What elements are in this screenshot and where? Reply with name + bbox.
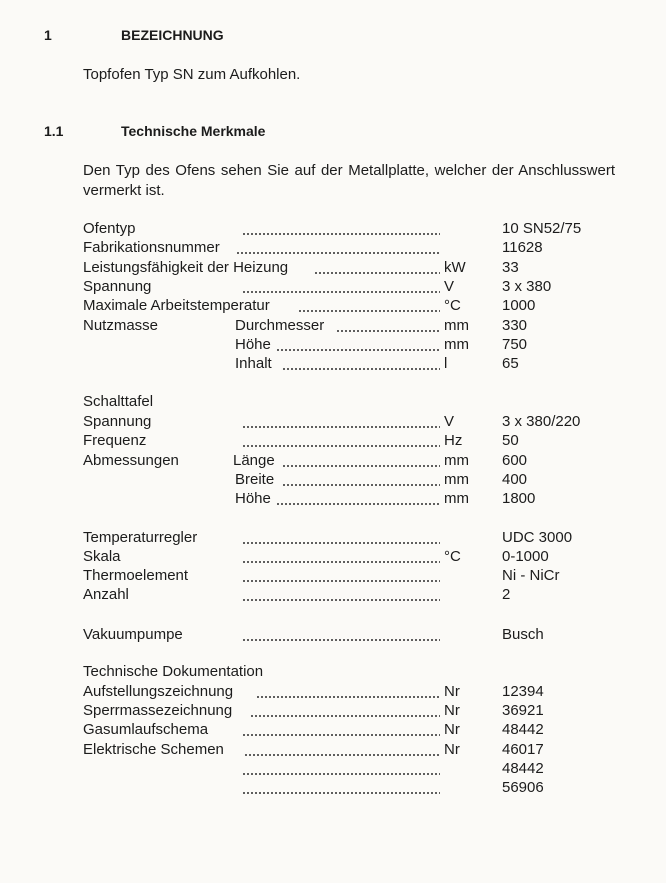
dot-leader [236,238,440,257]
spec-value: 0-1000 [502,548,549,565]
spec-unit: Nr [444,721,460,738]
dot-leader [242,219,440,238]
spec-value: 33 [502,259,519,276]
dot-leader [314,258,440,277]
spec-row [0,740,666,759]
spec-value: 10 SN52/75 [502,220,582,237]
spec-unit: Nr [444,741,460,758]
spec-row [0,354,666,373]
spec-row [0,528,666,547]
spec-sublabel: Höhe [235,490,271,507]
spec-row [0,316,666,335]
spec-value: Busch [502,626,544,643]
spec-label: Fabrikationsnummer [83,239,220,256]
spec-sublabel: Breite [235,471,275,488]
dot-leader [242,720,440,739]
dot-leader [282,354,440,373]
section-number: 1 [44,27,52,43]
section-title: BEZEICHNUNG [121,27,224,43]
spec-row [0,547,666,566]
spec-value: 46017 [502,741,544,758]
dot-leader [242,431,440,450]
spec-value: 400 [502,471,528,488]
spec-row [0,258,666,277]
spec-row [0,778,666,797]
spec-value: 65 [502,355,519,372]
dot-leader [244,740,440,759]
spec-label: Spannung [83,413,152,430]
subsection-title: Technische Merkmale [121,123,266,139]
spec-sublabel: Durchmesser [235,317,325,334]
spec-unit: V [444,413,455,430]
spec-value: Ni - NiCr [502,567,560,584]
spec-sublabel: Höhe [235,336,271,353]
spec-value: 11628 [502,239,543,256]
spec-row [0,759,666,778]
spec-unit: kW [444,259,466,276]
subsection-number: 1.1 [44,123,64,139]
dot-leader [242,277,440,296]
dot-leader [256,682,440,701]
spec-value: 48442 [502,721,544,738]
spec-row [0,296,666,315]
spec-value: 3 x 380/220 [502,413,581,430]
spec-row [0,277,666,296]
spec-value: UDC 3000 [502,529,573,546]
spec-label: Aufstellungszeichnung [83,683,234,700]
dot-leader [242,566,440,585]
spec-row [0,219,666,238]
spec-unit: mm [444,471,469,488]
dot-leader [242,547,440,566]
spec-label: Sperrmassezeichnung [83,702,233,719]
intro-paragraph: Den Typ des Ofens sehen Sie auf der Metallplatte, welcher der Anschlusswert vermerkt ist. [83,162,615,199]
spec-row [0,335,666,354]
spec-label: Thermoelement [83,567,189,584]
spec-value: 50 [502,432,519,449]
dot-leader [242,625,440,644]
spec-label: Skala [83,548,121,565]
spec-value: 330 [502,317,528,334]
spec-sublabel: Länge [233,452,275,469]
spec-value: 1800 [502,490,536,507]
spec-value: 3 x 380 [502,278,552,295]
spec-unit: °C [444,297,461,314]
spec-row [0,720,666,739]
spec-label: Elektrische Schemen [83,741,224,758]
spec-label: Nutzmasse [83,317,159,334]
spec-value: 600 [502,452,528,469]
spec-row [0,566,666,585]
spec-value: 48442 [502,760,544,777]
dot-leader [282,451,440,470]
spec-label: Vakuumpumpe [83,626,183,643]
spec-label: Abmessungen [83,452,179,469]
spec-unit: mm [444,490,469,507]
spec-unit: Hz [444,432,463,449]
section-text: Topfofen Typ SN zum Aufkohlen. [83,66,301,83]
spec-label: Anzahl [83,586,129,603]
group-heading: Schalttafel [83,393,154,410]
spec-unit: °C [444,548,461,565]
spec-label: Ofentyp [83,220,136,237]
dot-leader [242,585,440,604]
spec-unit: mm [444,317,469,334]
group-heading: Technische Dokumentation [83,663,264,680]
dot-leader [242,412,440,431]
spec-value: 56906 [502,779,544,796]
dot-leader [298,296,440,315]
spec-unit: V [444,278,455,295]
spec-value: 12394 [502,683,544,700]
spec-row [0,682,666,701]
spec-label: Temperaturregler [83,529,198,546]
spec-row [0,238,666,257]
dot-leader [336,316,440,335]
spec-value: 1000 [502,297,536,314]
dot-leader [282,470,440,489]
dot-leader [242,759,440,778]
dot-leader [242,778,440,797]
dot-leader [242,528,440,547]
spec-row [0,625,666,644]
spec-sublabel: Inhalt [235,355,272,372]
spec-label: Maximale Arbeitstemperatur [83,297,270,314]
spec-label: Leistungsfähigkeit der Heizung [83,259,289,276]
spec-label: Frequenz [83,432,147,449]
spec-unit: mm [444,336,469,353]
spec-row [0,412,666,431]
dot-leader [276,335,440,354]
spec-label: Spannung [83,278,152,295]
spec-unit: mm [444,452,469,469]
spec-unit: l [444,355,448,372]
spec-row [0,489,666,508]
spec-row [0,701,666,720]
spec-value: 2 [502,586,511,603]
dot-leader [276,489,440,508]
spec-row [0,431,666,450]
spec-label: Gasumlaufschema [83,721,209,738]
spec-value: 750 [502,336,528,353]
dot-leader [250,701,440,720]
spec-value: 36921 [502,702,544,719]
spec-row [0,451,666,470]
spec-row [0,470,666,489]
spec-unit: Nr [444,702,460,719]
spec-row [0,585,666,604]
spec-unit: Nr [444,683,460,700]
